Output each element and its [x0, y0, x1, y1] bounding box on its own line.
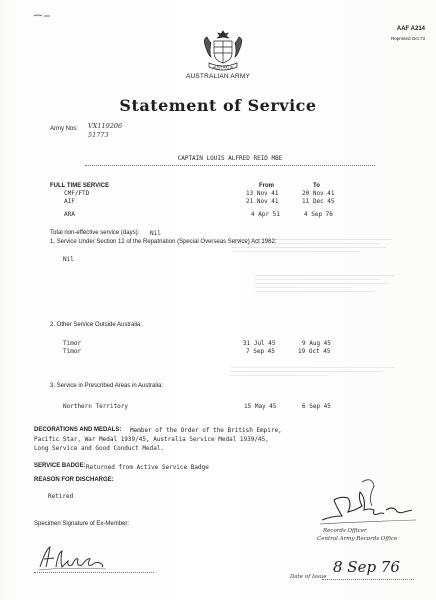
service-unit: ARA	[64, 211, 75, 218]
officer-signature	[312, 476, 420, 536]
specimen-signature-line	[34, 572, 154, 573]
overseas-to: 19 Oct 45	[298, 348, 331, 355]
name-line	[85, 165, 375, 166]
from-header: From	[259, 183, 274, 189]
prescribed-from: 15 May 45	[244, 403, 277, 410]
reprinted-note: Reprinted Oct 73	[390, 36, 425, 41]
member-signature	[36, 543, 136, 573]
records-office-name: Central Army Records Office	[317, 536, 398, 542]
coat-of-arms-icon	[199, 29, 247, 73]
reverse-show-through	[255, 272, 395, 295]
army-number-1: VX119206	[88, 122, 123, 130]
service-from: 13 Nov 41	[246, 190, 279, 197]
overseas-place: Timor	[63, 348, 82, 355]
decorations-line: Pacific Star, War Medal 1939/45, Australia Service Medal 1939/45,	[34, 436, 269, 443]
section1-value: Nil	[63, 256, 74, 263]
specimen-signature-label: Specimen Signature of Ex-Member:	[34, 521, 130, 527]
crest-banner: AUSTRALIA	[213, 65, 233, 70]
service-to: 11 Dec 45	[302, 198, 335, 205]
service-unit: AIF	[64, 198, 75, 205]
service-from: 21 Nov 41	[246, 198, 279, 205]
service-from: 4 Apr 51	[251, 211, 280, 218]
decorations-label: DECORATIONS AND MEDALS:	[34, 427, 122, 433]
service-badge-value: Returned from Active Service Badge	[86, 464, 209, 471]
overseas-to: 9 Aug 45	[302, 340, 331, 347]
overseas-place: Timor	[63, 340, 82, 347]
discharge-value: Retired	[48, 493, 74, 500]
corner-mark	[33, 13, 51, 19]
service-to: 20 Nov 41	[302, 190, 335, 197]
to-header: To	[313, 183, 320, 189]
section2-label: 2. Other Service Outside Australia:	[50, 322, 143, 328]
decorations-line: Member of the Order of the British Empire,	[130, 427, 282, 434]
records-officer-title: Records Officer	[323, 528, 367, 534]
overseas-from: 31 Jul 45	[243, 340, 276, 347]
date-of-issue-line	[322, 579, 414, 580]
section1-label: 1. Service Under Section 12 of the Repatriation (Special Overseas Service) Act 1962:	[50, 239, 277, 245]
army-nos-label: Army Nos:	[50, 126, 79, 132]
decorations-line: Long Service and Good Conduct Medal.	[34, 445, 165, 452]
reverse-show-through	[230, 364, 395, 379]
service-to: 4 Sep 76	[304, 211, 333, 218]
non-effective-value: Nil	[150, 230, 161, 237]
department-name: AUSTRALIAN ARMY	[185, 73, 251, 80]
discharge-label: REASON FOR DISCHARGE:	[34, 477, 114, 483]
date-of-issue-value: 8 Sep 76	[333, 558, 400, 576]
service-unit: CMF/FTD	[64, 190, 90, 197]
service-badge-label: SERVICE BADGE:	[34, 463, 86, 469]
date-of-issue-label: Date of Issue	[290, 574, 327, 580]
document-title: Statement of Service	[119, 96, 317, 115]
section3-label: 3. Service in Prescribed Areas in Australia:	[50, 383, 164, 389]
non-effective-label: Total non-effective service (days):	[50, 230, 140, 236]
army-number-2: 51773	[88, 131, 109, 139]
full-time-service-heading: FULL TIME SERVICE	[50, 183, 110, 189]
overseas-from: 7 Sep 45	[246, 348, 275, 355]
member-name: CAPTAIN LOUIS ALFRED REID MBE	[177, 155, 283, 162]
form-code: AAF A214	[396, 26, 425, 32]
prescribed-area: Northern Territory	[63, 403, 129, 410]
prescribed-to: 6 Sep 45	[302, 403, 331, 410]
